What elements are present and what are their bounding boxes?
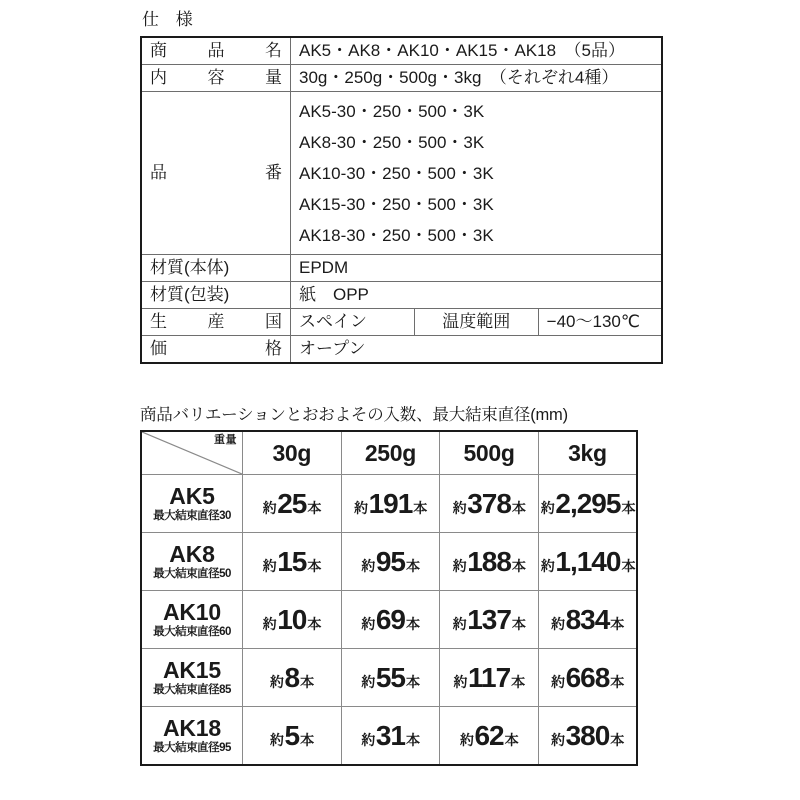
count-value: 69 bbox=[375, 603, 406, 635]
count-value: 5 bbox=[284, 719, 300, 751]
variation-column-header-250g: 250g bbox=[341, 431, 440, 475]
variation-header-row bbox=[141, 431, 637, 475]
approx-prefix: 約 bbox=[452, 499, 467, 516]
variation-cell bbox=[243, 533, 342, 591]
variation-cell bbox=[440, 649, 539, 707]
unit-suffix: 本 bbox=[307, 499, 321, 516]
variation-cell bbox=[341, 707, 440, 766]
table-row bbox=[141, 37, 662, 65]
variation-corner-cell bbox=[141, 431, 243, 475]
unit-suffix: 本 bbox=[300, 673, 314, 690]
diameter-value: 60 bbox=[219, 625, 231, 638]
variation-cell bbox=[243, 649, 342, 707]
diameter-value: 95 bbox=[219, 741, 231, 754]
diameter-value: 30 bbox=[219, 509, 231, 522]
unit-suffix: 本 bbox=[406, 615, 420, 632]
count-value: 55 bbox=[375, 661, 406, 693]
variation-cell bbox=[538, 533, 637, 591]
count-value: 380 bbox=[565, 719, 610, 751]
table-row bbox=[141, 65, 662, 92]
unit-suffix: 本 bbox=[307, 557, 321, 574]
variation-cell bbox=[440, 707, 539, 766]
unit-suffix: 本 bbox=[504, 731, 519, 748]
spec-table bbox=[140, 36, 663, 364]
spec-section bbox=[140, 10, 663, 364]
unit-suffix: 本 bbox=[610, 731, 624, 748]
variation-cell bbox=[341, 475, 440, 533]
spec-value-origin: スペイン bbox=[291, 309, 415, 336]
table-row bbox=[141, 282, 662, 309]
model-name: AK15 bbox=[162, 656, 221, 683]
spec-value-price: オープン bbox=[291, 336, 663, 364]
count-value: 191 bbox=[368, 487, 413, 519]
approx-prefix: 約 bbox=[540, 557, 555, 574]
table-row bbox=[141, 255, 662, 282]
max-bundle-diameter bbox=[142, 741, 242, 756]
model-name: AK10 bbox=[162, 598, 221, 625]
variation-heading: 商品バリエーションとおおよその入数、最大結束直径(mm) bbox=[140, 406, 568, 424]
variation-cell bbox=[538, 649, 637, 707]
approx-prefix: 約 bbox=[270, 673, 284, 690]
variation-cell bbox=[243, 475, 342, 533]
approx-prefix: 約 bbox=[551, 615, 565, 632]
variation-cell bbox=[243, 707, 342, 766]
approx-prefix: 約 bbox=[361, 731, 375, 748]
spec-label-content-volume: 内容量 bbox=[141, 65, 291, 92]
unit-suffix: 本 bbox=[406, 731, 420, 748]
approx-prefix: 約 bbox=[270, 731, 284, 748]
variation-cell bbox=[341, 591, 440, 649]
table-row bbox=[141, 591, 637, 649]
model-name: AK8 bbox=[169, 540, 215, 567]
approx-prefix: 約 bbox=[551, 731, 565, 748]
variation-cell bbox=[440, 591, 539, 649]
count-value: 188 bbox=[467, 545, 511, 577]
list-item: AK10-30・250・500・3K bbox=[299, 164, 494, 183]
approx-prefix: 約 bbox=[540, 499, 555, 516]
approx-prefix: 約 bbox=[453, 673, 467, 690]
count-value: 1,140 bbox=[555, 545, 621, 577]
diameter-prefix-label: 最大結束直径 bbox=[153, 509, 220, 522]
variation-section bbox=[140, 404, 638, 766]
unit-suffix: 本 bbox=[307, 615, 321, 632]
unit-suffix: 本 bbox=[511, 615, 526, 632]
diameter-prefix-label: 最大結束直径 bbox=[153, 625, 220, 638]
variation-weight-label: 重量 bbox=[214, 434, 237, 446]
spec-label-origin: 生産国 bbox=[141, 309, 291, 336]
count-value: 95 bbox=[375, 545, 406, 577]
approx-prefix: 約 bbox=[361, 557, 375, 574]
approx-prefix: 約 bbox=[452, 557, 467, 574]
count-value: 378 bbox=[467, 487, 511, 519]
diameter-prefix-label: 最大結束直径 bbox=[153, 741, 220, 754]
unit-suffix: 本 bbox=[610, 615, 624, 632]
table-row bbox=[141, 475, 637, 533]
variation-cell bbox=[341, 649, 440, 707]
variation-cell bbox=[440, 475, 539, 533]
table-row bbox=[141, 92, 662, 255]
list-item: AK8-30・250・500・3K bbox=[299, 133, 485, 152]
count-value: 2,295 bbox=[555, 487, 621, 519]
variation-cell bbox=[440, 533, 539, 591]
unit-suffix: 本 bbox=[413, 499, 427, 516]
count-value: 137 bbox=[467, 603, 511, 635]
approx-prefix: 約 bbox=[361, 615, 375, 632]
unit-suffix: 本 bbox=[621, 499, 635, 516]
variation-cell bbox=[243, 591, 342, 649]
approx-prefix: 約 bbox=[262, 557, 277, 574]
count-value: 31 bbox=[375, 719, 406, 751]
count-value: 10 bbox=[277, 603, 307, 635]
approx-prefix: 約 bbox=[262, 615, 277, 632]
spec-value-product-name: AK5・AK8・AK10・AK15・AK18 （5品） bbox=[291, 37, 663, 65]
variation-cell bbox=[538, 591, 637, 649]
approx-prefix: 約 bbox=[551, 673, 565, 690]
count-value: 25 bbox=[277, 487, 307, 519]
variation-row-header-ak15 bbox=[141, 649, 243, 707]
max-bundle-diameter bbox=[142, 625, 242, 640]
spec-label-material-package: 材質(包装) bbox=[141, 282, 291, 309]
unit-suffix: 本 bbox=[621, 557, 635, 574]
approx-prefix: 約 bbox=[361, 673, 375, 690]
spec-value-material-body: EPDM bbox=[291, 255, 663, 282]
unit-suffix: 本 bbox=[300, 731, 314, 748]
unit-suffix: 本 bbox=[511, 499, 526, 516]
table-row bbox=[141, 336, 662, 364]
variation-cell bbox=[341, 533, 440, 591]
variation-column-header-3kg: 3kg bbox=[538, 431, 637, 475]
spec-label-part-number: 品番 bbox=[141, 92, 291, 255]
spec-value-temperature: −40〜130℃ bbox=[538, 309, 662, 336]
max-bundle-diameter bbox=[142, 683, 242, 698]
unit-suffix: 本 bbox=[406, 557, 420, 574]
max-bundle-diameter bbox=[142, 567, 242, 582]
part-number-list bbox=[299, 92, 653, 254]
list-item: AK18-30・250・500・3K bbox=[299, 226, 494, 245]
table-row bbox=[141, 649, 637, 707]
spec-value-content-volume: 30g・250g・500g・3kg （それぞれ4種） bbox=[291, 65, 663, 92]
variation-row-header-ak18 bbox=[141, 707, 243, 766]
variation-row-header-ak8 bbox=[141, 533, 243, 591]
model-name: AK18 bbox=[162, 714, 221, 741]
spec-label-price: 価格 bbox=[141, 336, 291, 364]
diameter-prefix-label: 最大結束直径 bbox=[153, 683, 220, 696]
spec-label-temperature: 温度範囲 bbox=[414, 309, 538, 336]
count-value: 117 bbox=[467, 661, 511, 693]
count-value: 62 bbox=[474, 719, 504, 751]
diameter-value: 85 bbox=[219, 683, 231, 696]
table-row bbox=[141, 309, 662, 336]
model-name: AK5 bbox=[169, 482, 215, 509]
max-bundle-diameter bbox=[142, 509, 242, 524]
unit-suffix: 本 bbox=[511, 673, 525, 690]
variation-cell bbox=[538, 475, 637, 533]
table-row bbox=[141, 707, 637, 766]
unit-suffix: 本 bbox=[610, 673, 624, 690]
variation-column-header-500g: 500g bbox=[440, 431, 539, 475]
spec-value-part-number bbox=[291, 92, 663, 255]
variation-column-header-30g: 30g bbox=[243, 431, 342, 475]
variation-row-header-ak10 bbox=[141, 591, 243, 649]
count-value: 834 bbox=[565, 603, 610, 635]
spec-label-material-body: 材質(本体) bbox=[141, 255, 291, 282]
approx-prefix: 約 bbox=[354, 499, 368, 516]
count-value: 668 bbox=[565, 661, 610, 693]
table-row bbox=[141, 533, 637, 591]
count-value: 8 bbox=[284, 661, 300, 693]
approx-prefix: 約 bbox=[262, 499, 277, 516]
spec-label-product-name: 商品名 bbox=[141, 37, 291, 65]
spec-value-material-package: 紙 OPP bbox=[291, 282, 663, 309]
list-item: AK15-30・250・500・3K bbox=[299, 195, 494, 214]
variation-cell bbox=[538, 707, 637, 766]
approx-prefix: 約 bbox=[459, 731, 474, 748]
variation-row-header-ak5 bbox=[141, 475, 243, 533]
count-value: 15 bbox=[277, 545, 307, 577]
spec-heading: 仕 様 bbox=[142, 10, 199, 29]
variation-table bbox=[140, 430, 638, 766]
approx-prefix: 約 bbox=[452, 615, 467, 632]
unit-suffix: 本 bbox=[406, 673, 420, 690]
list-item: AK5-30・250・500・3K bbox=[299, 102, 485, 121]
diameter-value: 50 bbox=[219, 567, 231, 580]
diameter-prefix-label: 最大結束直径 bbox=[153, 567, 220, 580]
unit-suffix: 本 bbox=[511, 557, 526, 574]
